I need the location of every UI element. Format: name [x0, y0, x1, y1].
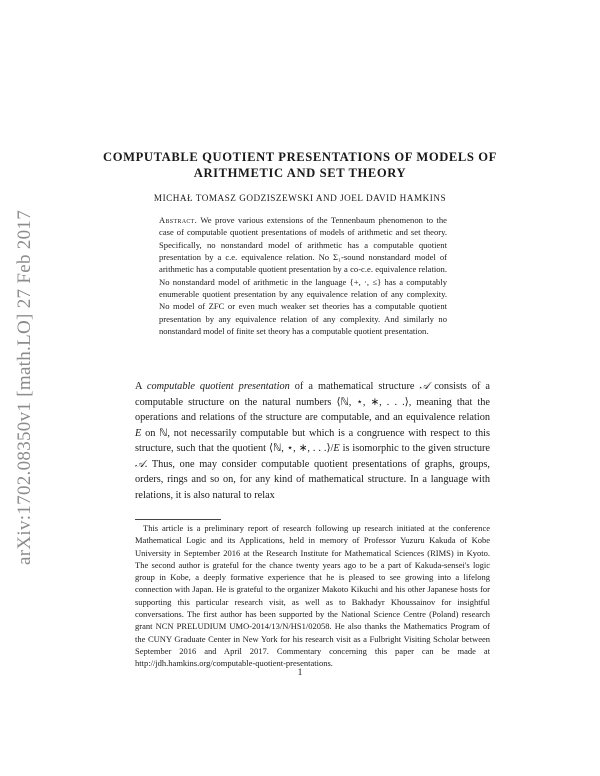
abstract-heading: Abstract.: [159, 215, 198, 225]
abstract: [159, 214, 447, 337]
abstract-text: We prove various extensions of the Tennenbaum phenomenon to the case of computable quotient presentations of models of arithmetic and set theory. Specifically, no nonstandard model of arithmetic has a computable quotient presentation by a c.e. equivalence relation. No Σ₁-sound nonstandard model of arithmetic has a computable quotient presentation by a co-c.e. equivalence relation. No nonstandard model of arithmetic in the language {+, ·, ≤} has a computably enumerable quotient presentation by any equivalence relation of any complexity. No model of ZFC or even much weaker set theories has a computable quotient presentation by any equivalence relation of any complexity. And similarly no nonstandard model of finite set theory has a computable quotient presentation.: [159, 215, 447, 337]
footnote-rule: [135, 519, 221, 520]
body-text-4: . Thus, one may consider computable quotient presentations of graphs, groups, orders, rings and so on, for any kind of mathematical structure. In a language with relations, it is also natural to relax: [135, 458, 490, 501]
intro-start: A: [135, 381, 147, 392]
intro-cont: of a mathematical structure: [289, 381, 420, 392]
paper-title: COMPUTABLE QUOTIENT PRESENTATIONS OF MODELS OF ARITHMETIC AND SET THEORY: [103, 150, 497, 180]
body-paragraph: [135, 379, 490, 503]
defined-term: computable quotient presentation: [146, 381, 290, 392]
body-text-2: on ℕ, not necessarily computable but which is a congruence with respect to this structure, such that the quotient ⟨ℕ, ⋆, ∗, . . .⟩/: [135, 427, 490, 455]
relation-symbol-2: E: [333, 443, 340, 455]
relation-symbol: E: [135, 427, 142, 439]
arxiv-identifier-stamp: arXiv:1702.08350v1 [math.LO] 27 Feb 2017: [14, 209, 35, 565]
footnote: This article is a preliminary report of research following up research initiated at the conference Mathematical Logic and its Applications, held in memory of Professor Yuzuru Kakuda of Kobe University in September 2016 at the Research Institute for Mathematical Sciences (RIMS) in Kyoto. The second author is grateful for the chance twenty years ago to be a part of Kakuda-sensei's logic group in Kobe, a deeply formative experience that he is pleased to see growing into a lifelong connection with Japan. He is grateful to the organizer Makoto Kikuchi and his other Japanese hosts for supporting this particular research visit, as well as to Bakhadyr Khoussainov for insightful conversations. The first author has been supported by the National Science Centre (Poland) research grant NCN PRELUDIUM UMO-2014/13/N/HS1/02058. He also thanks the Mathematics Program of the CUNY Graduate Center in New York for his research visit as a Fulbright Visiting Scholar between September 2016 and April 2017. Commentary concerning this paper can be made at http://jdh.hamkins.org/computable-quotient-presentations.: [135, 523, 490, 669]
paper-authors: MICHAŁ TOMASZ GODZISZEWSKI AND JOEL DAVID HAMKINS: [153, 193, 447, 203]
body-text-3: is isomorphic to the given structure: [339, 443, 490, 455]
page-number: 1: [297, 668, 303, 678]
structure-symbol-2: 𝒜: [135, 458, 145, 470]
body-text-1: consists of a computable structure on the natural numbers ⟨ℕ, ⋆, ∗, . . .⟩, meaning that the operations and relations of the structure are computable, and an equivalence relation: [135, 381, 490, 424]
structure-symbol: 𝒜: [419, 381, 430, 392]
